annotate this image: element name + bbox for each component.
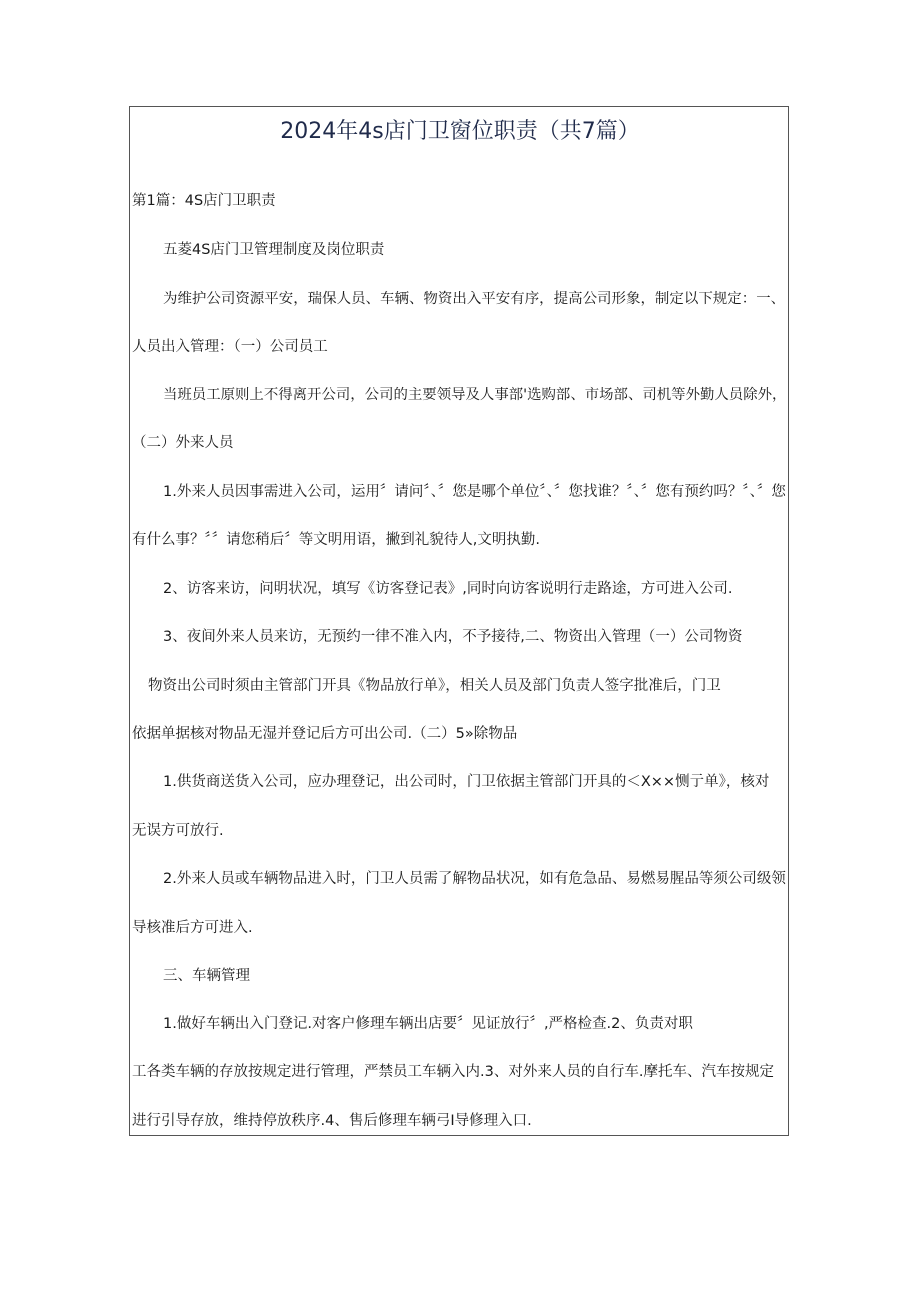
section-heading: 三、车辆管理 <box>163 968 250 984</box>
paragraph-line: 为维护公司资源平安，瑞保人员、车辆、物资出入平安有序，提高公司形象，制定以下规定：一、 <box>163 291 786 307</box>
section-heading: 第1篇：4S店门卫职责 <box>132 193 276 209</box>
paragraph-line: 进行引导存放，维持停放秩序.4、售后修理车辆弓I导修理入口. <box>132 1113 532 1129</box>
paragraph-line: （二）外来人员 <box>132 435 234 451</box>
paragraph-line: 依据单据核对物品无湿并登记后方可出公司.（二）5»除物品 <box>132 726 518 742</box>
paragraph-line: 人员出入管理：（一）公司员工 <box>132 339 328 355</box>
paragraph-line: 物资出公司时须由主管部门开具《物品放行单》，相关人员及部门负责人签字批准后，门卫 <box>148 678 721 694</box>
paragraph-line: 无误方可放行. <box>132 823 224 839</box>
document-title: 2024年4s店门卫窗位职责（共7篇） <box>280 119 640 144</box>
paragraph-line: 2.外来人员或车辆物品进入时，门卫人员需了解物品状况，如有危急品、易燃易腥品等须公司级领 <box>163 871 786 887</box>
paragraph-line: 当班员工原则上不得离开公司，公司的主要领导及人事部'选购部、市场部、司机等外勤人员除外， <box>163 387 787 403</box>
paragraph-line: 工各类车辆的存放按规定进行管理，严禁员工车辆入内.3、对外来人员的自行车.摩托车、汽车按规定 <box>132 1064 774 1080</box>
paragraph-line: 2、访客来访，问明状况，填写《访客登记表》,同时向访客说明行走路途，方可进入公司. <box>163 581 733 597</box>
paragraph-line: 1.外来人员因事需进入公司，运用〞请问〞、〞您是哪个单位〞、〞您找谁？〞、〞您有预约吗？〞、〞您 <box>163 484 786 500</box>
paragraph-line: 有什么事？〞〞请您稍后〞等文明用语，撇到礼貌待人,文明执勤. <box>132 532 540 548</box>
paragraph-line: 五菱4S店门卫管理制度及岗位职责 <box>163 242 385 258</box>
paragraph-line: 3、夜间外来人员来访，无预约一律不准入内，不予接待,二、物资出入管理（一）公司物资 <box>163 629 743 645</box>
paragraph-line: 1.供货商送货入公司，应办理登记，出公司时，门卫依据主管部门开具的＜X××恻亍单》，核对 <box>163 774 770 790</box>
paragraph-line: 导核准后方可进入. <box>132 920 253 936</box>
paragraph-line: 1.做好车辆出入门登记.对客户修理车辆出店要〞见证放行〞,严格检查.2、负责对职 <box>163 1016 693 1032</box>
